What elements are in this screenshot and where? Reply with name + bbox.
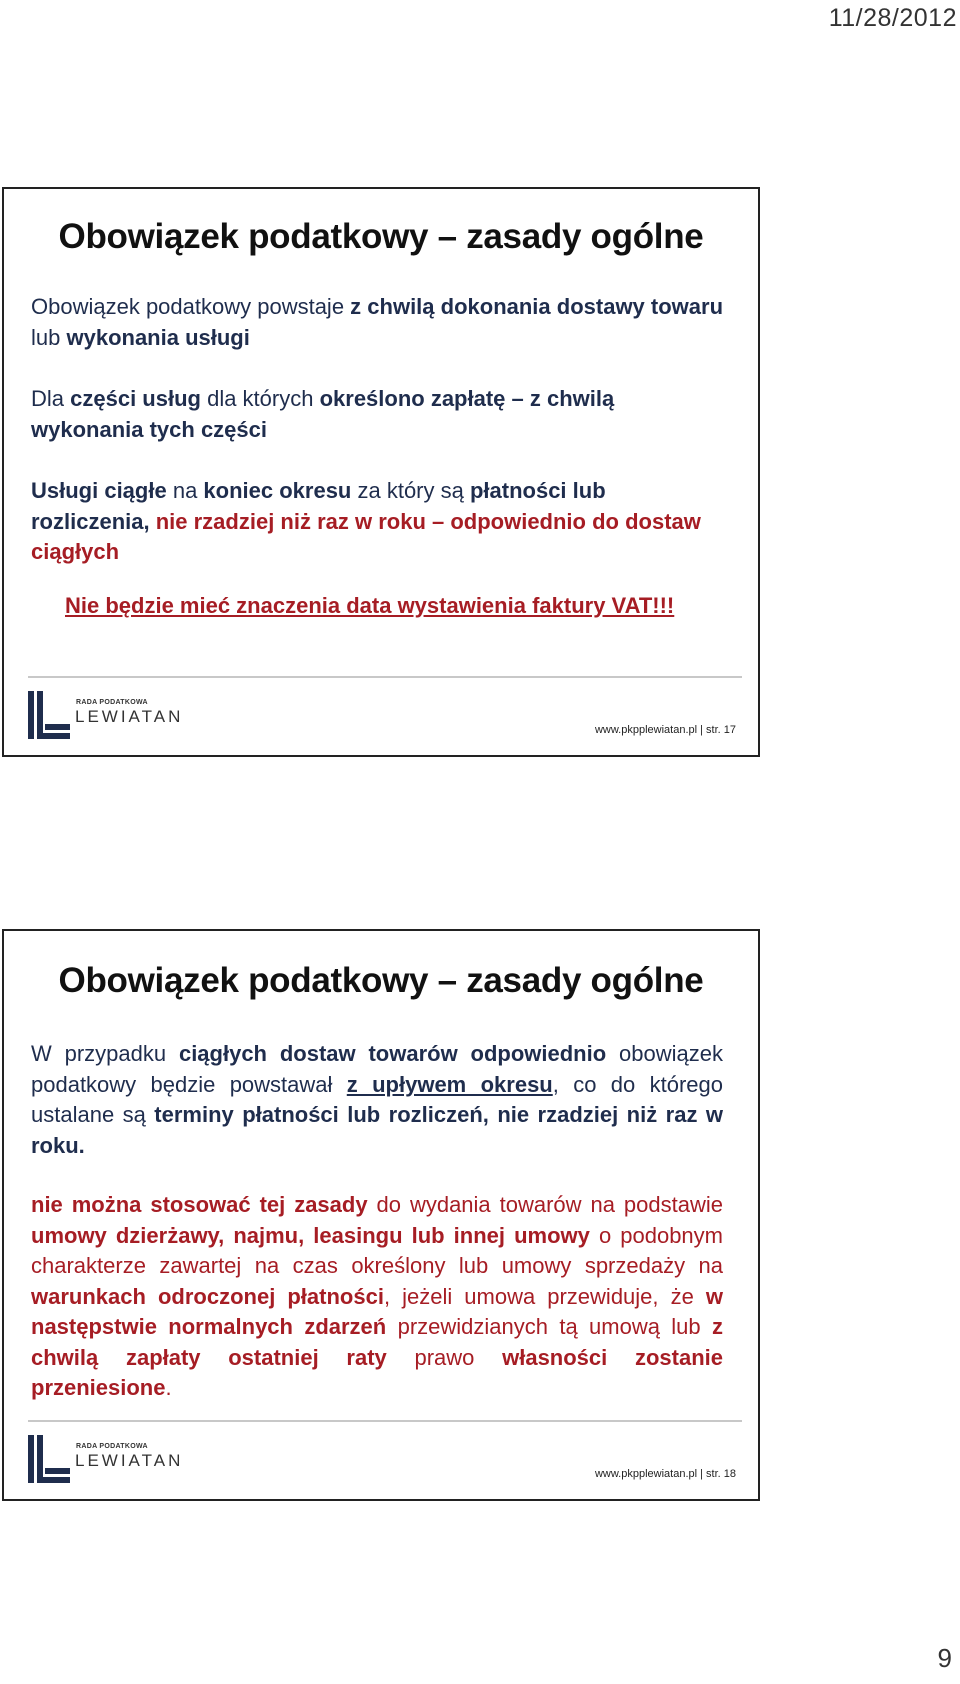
lewiatan-logo-icon (28, 1435, 70, 1483)
text-run: terminy płatności lub rozliczeń, nie rzadziej niż raz w roku. (31, 1102, 724, 1158)
text-run: nie można stosować tej zasady (31, 1192, 368, 1217)
slide-footer: www.pkpplewiatan.pl | str. 17 (594, 724, 736, 736)
slide-17 (2, 187, 760, 757)
text-run: obowiązek podatkowy będzie powstawał (31, 1041, 723, 1097)
text-run: z upływem okresu (346, 1071, 553, 1097)
text-run: dla których (200, 386, 320, 411)
text-run: umowy dzierżawy, najmu, leasingu lub innej umowy (31, 1222, 590, 1248)
logo-wordmark: LEWIATAN (75, 1451, 184, 1470)
text-run: nie rzadziej niż raz w roku – odpowiednio do dostaw ciągłych (31, 508, 701, 564)
text-run: Usługi ciągłe (31, 478, 167, 503)
text-run: warunkach odroczonej płatności (31, 1283, 384, 1309)
lewiatan-logo (28, 691, 188, 741)
footer-divider (28, 676, 742, 678)
text-run: z chwilą dokonania dostawy towaru (350, 294, 724, 319)
text-run: W przypadku (31, 1041, 179, 1066)
paragraph-2 (31, 1190, 723, 1404)
page-number: 9 (937, 1643, 952, 1673)
text-run: w następstwie normalnych zdarzeń (31, 1283, 723, 1339)
slide-title: Obowiązek podatkowy – zasady ogólne (58, 217, 704, 256)
slide-body (31, 292, 723, 621)
slide-18 (2, 929, 760, 1501)
text-run: przewidzianych tą umową lub (386, 1314, 712, 1339)
paragraph-1 (31, 292, 723, 353)
text-run: prawo (386, 1344, 503, 1370)
text-run: za który są (351, 478, 470, 503)
text-run: ciągłych dostaw towarów odpowiednio (178, 1041, 607, 1066)
text-run: z chwilą zapłaty ostatniej raty (31, 1314, 723, 1370)
slide-title: Obowiązek podatkowy – zasady ogólne (58, 961, 704, 1000)
text-run: własności zostanie przeniesione (31, 1344, 723, 1400)
text-run: o podobnym charakterze zawartej na czas określony lub umowy sprzedaży na (31, 1222, 723, 1278)
text-run: . (165, 1375, 172, 1400)
slide-footer: www.pkpplewiatan.pl | str. 18 (594, 1468, 736, 1480)
text-run: do wydania towarów na podstawie (367, 1192, 723, 1217)
text-run: części usług (70, 386, 201, 411)
text-run: lub (31, 324, 67, 350)
text-run: określono zapłatę – z chwilą wykonania tych części (31, 386, 615, 442)
slide-body (31, 1039, 723, 1433)
text-run: na (166, 478, 204, 503)
text-run: Obowiązek podatkowy powstaje (31, 294, 351, 319)
text-run: , jeżeli umowa przewiduje, że (383, 1283, 706, 1309)
text-run: koniec okresu (203, 478, 352, 503)
paragraph-1 (31, 1039, 723, 1161)
lewiatan-logo (28, 1435, 188, 1485)
text-run: Dla (31, 386, 71, 411)
emphasis-note: Nie będzie mieć znaczenia data wystawienia faktury VAT!!! (65, 592, 675, 618)
lewiatan-logo-icon (28, 691, 70, 739)
text-run: płatności lub rozliczenia, (31, 478, 606, 534)
paragraph-2 (31, 384, 723, 445)
logo-wordmark: LEWIATAN (75, 707, 184, 726)
logo-subtitle: RADA PODATKOWA (76, 1443, 148, 1450)
paragraph-3 (31, 476, 723, 568)
footer-divider (28, 1420, 742, 1422)
page-date: 11/28/2012 (828, 4, 957, 32)
text-run: , co do którego ustalane są (31, 1071, 723, 1127)
logo-subtitle: RADA PODATKOWA (76, 699, 148, 706)
text-run: wykonania usługi (66, 324, 250, 350)
